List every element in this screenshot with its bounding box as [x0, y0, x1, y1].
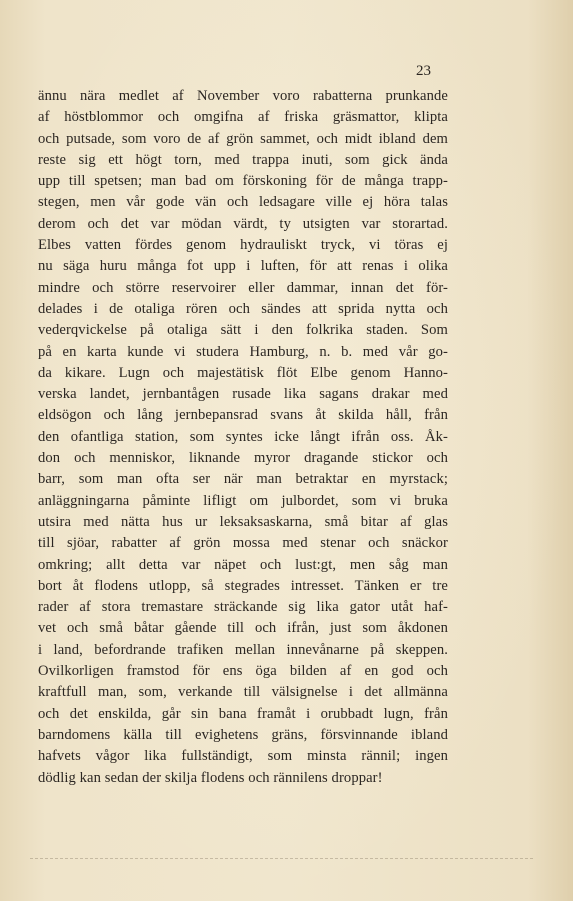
text-line: bort åt flodens utlopp, så stegrades intresset. Tänken er tre: [38, 577, 448, 594]
text-line: och det enskilda, går sin bana framåt i orubbadt lugn, från: [38, 705, 448, 722]
text-line: kraftfull man, som, verkande till välsignelse i det allmänna: [38, 684, 448, 701]
text-line: eldsögon och lång jernbepansrad svans åt skilda håll, från: [38, 407, 448, 424]
text-line: den ofantliga station, som syntes icke långt ifrån oss. Åk-: [38, 428, 448, 445]
text-line: Ovilkorligen framstod för ens öga bilden af en god och: [38, 663, 448, 680]
bottom-rule: [30, 858, 533, 859]
text-line: delades i de otaliga rören och sändes att sprida nytta och: [38, 300, 448, 317]
text-line: i land, befordrande trafiken mellan innevånarne på skeppen.: [38, 641, 448, 658]
text-line: omkring; allt detta var näpet och lust:gt, men såg man: [38, 556, 448, 573]
text-line: till sjöar, rabatter af grön mossa med stenar och snäckor: [38, 535, 448, 552]
text-line: da kikare. Lugn och majestätisk flöt Elbe genom Hanno-: [38, 364, 448, 381]
text-line: hafvets vågor lika fullständigt, som minsta rännil; ingen: [38, 748, 448, 765]
text-line: vederqvickelse på otaliga sätt i den folkrika staden. Som: [38, 322, 448, 339]
text-line: nu säga huru många fot upp i luften, för att renas i olika: [38, 258, 448, 275]
text-line: vet och små båtar gående till och ifrån, just som åkdonen: [38, 620, 448, 637]
text-line: stegen, men vår gode vän och ledsagare ville ej höra talas: [38, 194, 448, 211]
text-line: och putsade, som voro de af grön sammet, och midt ibland dem: [38, 130, 448, 147]
text-line: Elbes vatten fördes genom hydrauliskt tryck, vi töras ej: [38, 237, 448, 254]
text-line: anläggningarna påminte lifligt om julbordet, som vi bruka: [38, 492, 448, 509]
text-line: af höstblommor och omgifna af friska gräsmattor, klipta: [38, 109, 448, 126]
text-line: på en karta kunde vi studera Hamburg, n. b. med vår go-: [38, 343, 448, 360]
page-number: 23: [416, 63, 431, 79]
text-line: verska landet, jernbantågen rusade lika sagans drakar med: [38, 386, 448, 403]
text-line: upp till spetsen; man bad om förskoning för de många trapp-: [38, 173, 448, 190]
text-line: barndomens källa till evighetens gräns, försvinnande ibland: [38, 726, 448, 743]
text-line: don och menniskor, liknande myror dragande stickor och: [38, 450, 448, 467]
text-line: barr, som man ofta ser när man betraktar en myrstack;: [38, 471, 448, 488]
text-line: reste sig ett högt torn, med trappa inuti, som gick ända: [38, 151, 448, 168]
text-line: derom och det var mödan värdt, ty utsigten var storartad.: [38, 215, 448, 232]
text-line: mindre och större reservoirer eller dammar, innan det för-: [38, 279, 448, 296]
text-line: dödlig kan sedan der skilja flodens och rännilens droppar!: [38, 769, 383, 786]
text-line: utsira med nätta hus ur leksaksaskarna, små bitar af glas: [38, 513, 448, 530]
text-line: rader af stora tremastare sträckande sig lika gator utåt haf-: [38, 599, 448, 616]
text-line: ännu nära medlet af November voro rabatterna prunkande: [38, 88, 448, 104]
body-text: [38, 86, 448, 789]
